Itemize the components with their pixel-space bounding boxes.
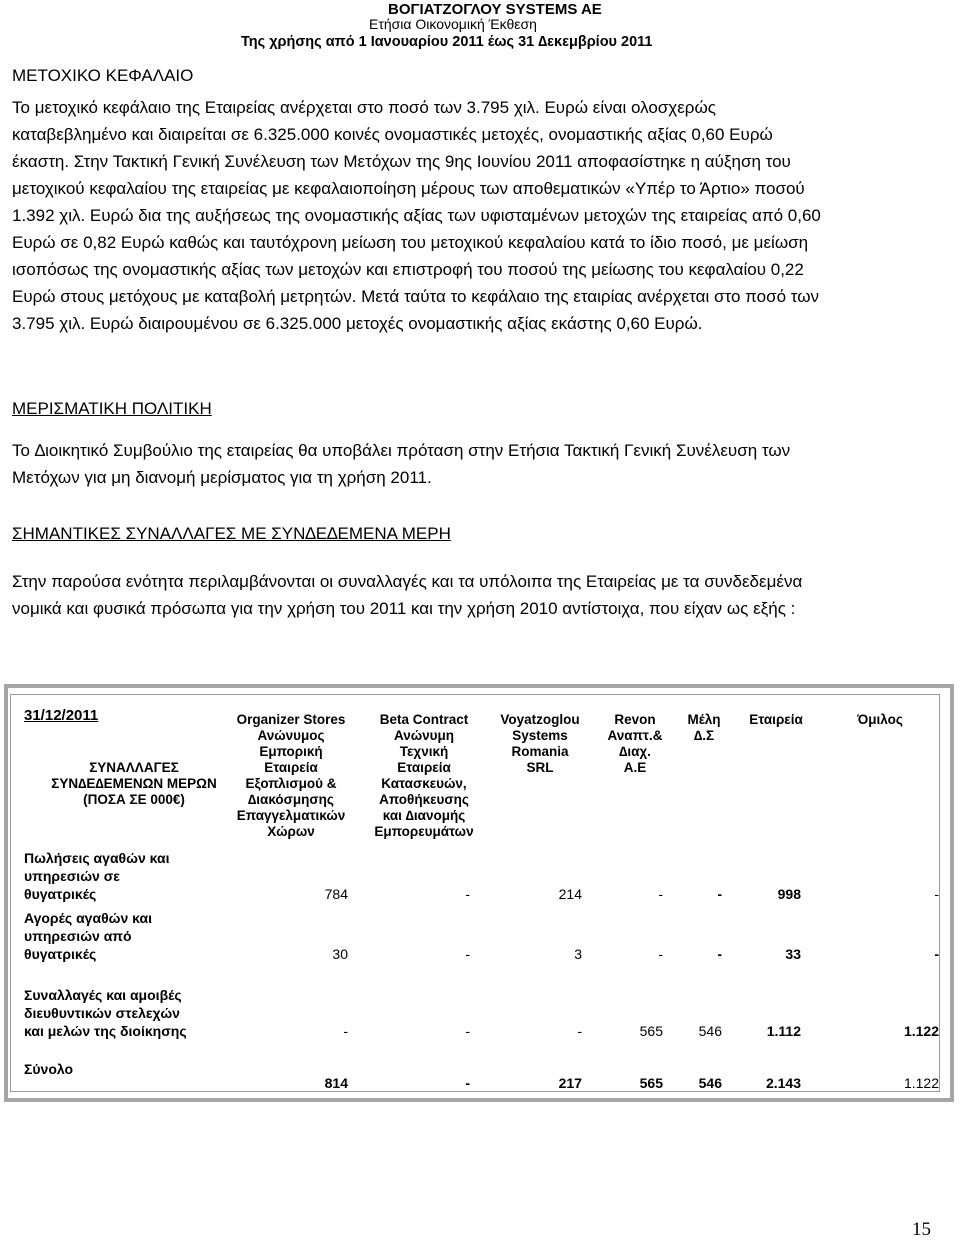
related-parties-line: Στην παρούσα ενότητα περιλαμβάνονται οι συναλλαγές και τα υπόλοιπα της Εταιρείας με τα συνδεδεμένα	[12, 572, 803, 591]
table-cell: 217	[558, 1075, 582, 1091]
col-header-line: ∆.Σ	[693, 728, 715, 743]
row-label-line: υπηρεσιών σε	[24, 868, 120, 884]
col-header-board	[678, 712, 730, 744]
col-header-line: Κατασκευών,	[381, 776, 467, 791]
table-cell: 546	[698, 1075, 722, 1091]
col-header-line: Systems	[512, 728, 568, 743]
row-label-line: διευθυντικών στελεχών	[24, 1005, 180, 1021]
col-header-revon	[598, 712, 672, 776]
share-capital-line: Ευρώ σε 0,82 Ευρώ καθώς και ταυτόχρονη μείωση του μετοχικού κεφαλαίου κατά το ίδιο ποσό, με μείωση	[12, 233, 809, 252]
col-header-beta	[364, 712, 484, 840]
col-header-line: Εταιρεία	[264, 760, 318, 775]
col-header-line: Voyatzoglou	[500, 712, 580, 727]
table-date: 31/12/2011	[24, 707, 99, 724]
table-cell: -	[465, 946, 470, 962]
row-label-line: υπηρεσιών από	[24, 928, 132, 944]
table-cell: 1.112	[766, 1023, 801, 1039]
table-cell: 33	[785, 946, 801, 962]
col-header-line: Εμπορική	[259, 744, 323, 759]
table-caption	[44, 760, 224, 808]
table-cell: 1.122	[903, 1075, 939, 1091]
dividend-policy-title: ΜΕΡΙΣΜΑΤΙΚΗ ΠΟΛΙΤΙΚΗ	[12, 399, 212, 418]
company-name: ΒΟΓΙΑΤΖΟΓΛΟΥ SYSTEMS AE	[388, 1, 602, 18]
table-cell: -	[465, 886, 470, 902]
table-cell: 30	[332, 946, 348, 962]
col-header-voyatzoglou	[494, 712, 586, 776]
col-header-line: Εξοπλισμού &	[245, 776, 337, 791]
col-header-line: Beta Contract	[379, 712, 469, 727]
col-header-line: Εταιρεία	[749, 712, 803, 727]
share-capital-line: έκαστη. Στην Τακτική Γενική Συνέλευση των Μετόχων της 9ης Ιουνίου 2011 αποφασίστηκε η αύξηση του	[12, 152, 791, 171]
caption-line: ΣΥΝΑΛΛΑΓΕΣ	[89, 760, 179, 775]
table-cell: -	[343, 1023, 348, 1039]
table-row-label	[24, 909, 224, 963]
row-label-line: Συναλλαγές και αμοιβές	[24, 987, 182, 1003]
caption-line: ΣΥΝ∆Ε∆ΕΜΕΝΩΝ ΜΕΡΩΝ	[51, 776, 217, 791]
col-header-line: Αναπτ.&	[607, 728, 663, 743]
page-number: 15	[912, 1219, 931, 1240]
share-capital-line: 3.795 χιλ. Ευρώ διαιρουμένου σε 6.325.000 μετοχές ονομαστικής αξίας εκάστης 0,60 Ευρώ.	[12, 314, 703, 333]
table-cell: -	[577, 1023, 582, 1039]
table-cell: 546	[698, 1023, 722, 1039]
row-label-line: θυγατρικές	[24, 946, 97, 962]
table-cell: 784	[324, 886, 348, 902]
share-capital-title: ΜΕΤΟΧΙΚΟ ΚΕΦΑΛΑΙΟ	[12, 66, 194, 85]
table-cell: -	[717, 886, 722, 902]
table-cell: -	[658, 946, 663, 962]
col-header-line: ∆ιακόσμησης	[248, 792, 334, 807]
row-label-line: Σύνολο	[24, 1061, 74, 1077]
row-label-line: θυγατρικές	[24, 886, 97, 902]
col-header-line: Revon	[614, 712, 656, 727]
col-header-line: Αποθήκευσης	[379, 792, 469, 807]
table-cell: 814	[324, 1075, 348, 1091]
col-header-line: Όμιλος	[857, 712, 903, 727]
share-capital-line: Ευρώ στους μετόχους με καταβολή μετρητών. Μετά ταύτα το κεφάλαιο της εταιρίας ανέρχεται στο ποσό των	[12, 287, 819, 306]
col-header-line: Organizer Stores	[236, 712, 346, 727]
col-header-company	[736, 712, 816, 728]
table-cell: 3	[574, 946, 582, 962]
related-parties-title: ΣΗΜΑΝΤΙΚΕΣ ΣΥΝΑΛΛΑΓΕΣ ΜΕ ΣΥΝ∆Ε∆ΕΜΕΝΑ ΜΕΡΗ	[12, 524, 451, 543]
col-header-line: Α.Ε	[623, 760, 647, 775]
col-header-line: και ∆ιανομής	[382, 808, 466, 823]
table-cell: 214	[558, 886, 582, 902]
table-cell: -	[717, 946, 722, 962]
table-cell: 1.122	[903, 1023, 939, 1039]
table-cell: 998	[777, 886, 801, 902]
report-title: Ετήσια Οικονομική Έκθεση	[369, 16, 537, 32]
dividend-policy-line: Το ∆ιοικητικό Συμβούλιο της εταιρείας θα υποβάλει πρόταση στην Ετήσια Τακτική Γενική Συνέλευση των	[12, 441, 791, 460]
share-capital-line: καταβεβλημένο και διαιρείται σε 6.325.000 κοινές ονομαστικές μετοχές, ονομαστικής αξίας 0,60 Ευρώ	[12, 125, 773, 144]
table-cell: 565	[639, 1075, 663, 1091]
col-header-line: Επαγγελματικών	[236, 808, 346, 823]
table-cell: -	[934, 946, 939, 962]
col-header-line: SRL	[526, 760, 554, 775]
table-cell: -	[658, 886, 663, 902]
table-cell: 2.143	[765, 1075, 801, 1091]
table-row-label	[24, 849, 224, 903]
share-capital-line: μετοχικού κεφαλαίου της εταιρείας με κεφαλαιοποίηση μέρους των αποθεματικών «Υπέρ το Άρτιο» ποσού	[12, 179, 805, 198]
table-cell: 565	[639, 1023, 663, 1039]
col-header-line: Ανώνυμη	[393, 728, 455, 743]
report-period: Της χρήσης από 1 Ιανουαρίου 2011 έως 31 ∆εκεμβρίου 2011	[241, 34, 653, 50]
share-capital-line: Το μετοχικό κεφάλαιο της Εταιρείας ανέρχεται στο ποσό των 3.795 χιλ. Ευρώ είναι ολοσχερώς	[12, 98, 716, 117]
col-header-group	[840, 712, 920, 728]
caption-line: (ΠΟΣΑ ΣΕ 000€)	[83, 792, 185, 807]
dividend-policy-line: Μετόχων για μη διανομή μερίσματος για τη χρήση 2011.	[12, 468, 432, 487]
col-header-line: Εμπορευμάτων	[374, 824, 474, 839]
related-parties-line: νομικά και φυσικά πρόσωπα για την χρήση του 2011 και την χρήση 2010 αντίστοιχα, που είχαν ως εξής :	[12, 599, 796, 618]
table-cell: -	[465, 1023, 470, 1039]
col-header-line: Μέλη	[687, 712, 721, 727]
col-header-line: Ανώνυμος	[257, 728, 325, 743]
col-header-line: ∆ιαχ.	[619, 744, 651, 759]
share-capital-line: 1.392 χιλ. Ευρώ δια της αυξήσεως της ονομαστικής αξίας των υφισταμένων μετοχών της εταιρείας από 0,60	[12, 206, 821, 225]
table-row-label	[24, 986, 224, 1040]
row-label-line: Αγορές αγαθών και	[24, 910, 152, 926]
row-label-line: Πωλήσεις αγαθών και	[24, 850, 170, 866]
table-row-label-total	[24, 1060, 224, 1078]
row-label-line: και μελών της διοίκησης	[24, 1023, 187, 1039]
table-cell: -	[934, 886, 939, 902]
col-header-line: Χώρων	[267, 824, 315, 839]
col-header-line: Εταιρεία	[397, 760, 451, 775]
share-capital-line: ισοπόσως της ονομαστικής αξίας των μετοχών και επιστροφή του ποσού της μείωσης του κεφαλαίου 0,22	[12, 260, 804, 279]
col-header-line: Romania	[511, 744, 569, 759]
table-cell: -	[465, 1075, 470, 1091]
col-header-organizer	[226, 712, 356, 840]
col-header-line: Τεχνική	[399, 744, 449, 759]
